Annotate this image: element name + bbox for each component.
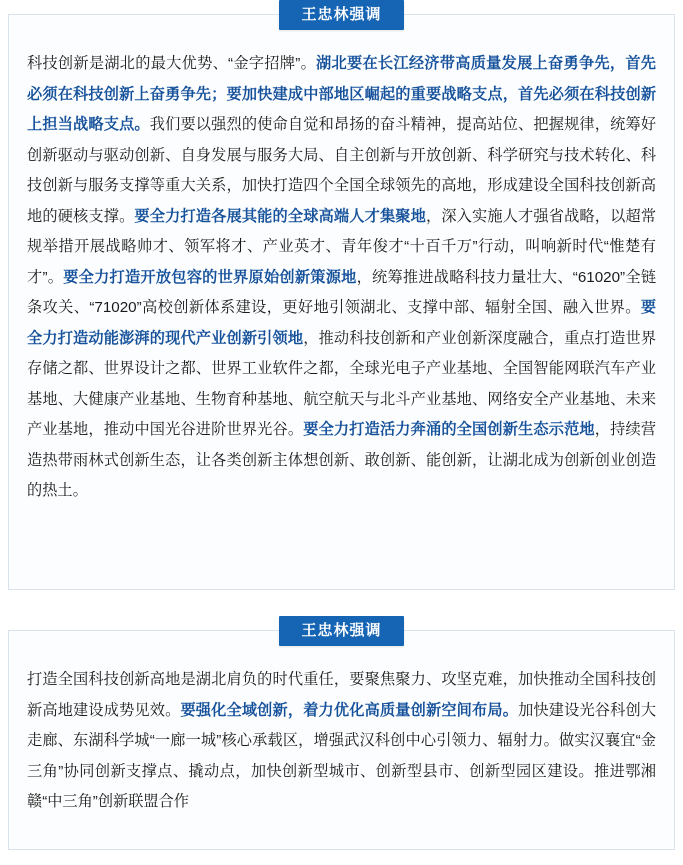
- emphasis-run: 要强化全域创新，着力优化高质量创新空间布局。: [180, 701, 519, 719]
- article-section-1: [8, 0, 675, 590]
- text-run: ，深入实施人才强省战略，以超常规举措开展战略帅才、领军将才、产业英才、青年俊才“十百千万”行动，叫响新时代“惟楚有才”。: [27, 207, 657, 286]
- section-2-card: [8, 630, 675, 850]
- section-1-card: [8, 14, 675, 590]
- emphasis-run: 要全力打造开放包容的世界原始创新策源地: [63, 268, 357, 286]
- section-2-paragraph: [27, 665, 656, 818]
- text-run: 我们要以强烈的使命自觉和昂扬的奋斗精神，提高站位、把握规律，统筹好创新驱动与驱动创新、自身发展与服务大局、自主创新与开放创新、科学研究与技术转化、科技创新与服务支撑等重大关系，加快打造四个全国全球领先的高地，形成建设全国科技创新高地的硬核支撑。: [27, 116, 657, 225]
- text-run: 加快建设光谷科创大走廊、东湖科学城“一廊一城”核心承载区，增强武汉科创中心引领力、辐射力。做实汉襄宜“金三角”协同创新支撑点、撬动点，加快创新型城市、创新型县市、创新型园区建设。推进鄂湘赣“中三角”创新联盟合作: [27, 701, 657, 810]
- emphasis-run: 要全力打造动能澎湃的现代产业创新引领地: [27, 299, 656, 347]
- emphasis-run: 要全力打造活力奔涌的全国创新生态示范地: [303, 421, 595, 438]
- text-run: ，持续营造热带雨林式创新生态，让各类创新主体想创新、敢创新、能创新，让湖北成为创新创业创造的热土。: [27, 421, 657, 499]
- text-run: ，推动科技创新和产业创新深度融合，重点打造世界存储之都、世界设计之都、世界工业软件之都，全球光电子产业基地、全国智能网联汽车产业基地、大健康产业基地、生物育种基地、航空航天与北斗产业基地、网络安全产业基地、未来产业基地，推动中国光谷进阶世界光谷。: [27, 329, 657, 438]
- text-run: ，统筹推进战略科技力量壮大、“61020”全链条攻关、“71020”高校创新体系建设，更好地引领湖北、支撑中部、辐射全国、融入世界。: [27, 268, 657, 316]
- section-1-badge-wrap: [8, 0, 675, 30]
- emphasis-run: 湖北要在长江经济带高质量发展上奋勇争先，首先必须在科技创新上奋勇争先；要加快建成中部地区崛起的重要战略支点，首先必须在科技创新上担当战略支点。: [27, 55, 656, 133]
- article-section-2: [8, 616, 675, 850]
- text-run: 科技创新是湖北的最大优势、“金字招牌”。: [27, 55, 317, 72]
- section-2-badge-wrap: [8, 616, 675, 646]
- section-1-paragraph: [27, 49, 656, 507]
- section-gap: [0, 590, 683, 616]
- text-run: 打造全国科技创新高地是湖北肩负的时代重任，要聚焦聚力、攻坚克难，加快推动全国科技创新高地建设成势见效。: [27, 671, 656, 719]
- section-2-badge: 王忠林强调: [279, 616, 403, 646]
- section-1-badge: 王忠林强调: [279, 0, 403, 30]
- emphasis-run: 要全力打造各展其能的全球高端人才集聚地: [134, 207, 426, 225]
